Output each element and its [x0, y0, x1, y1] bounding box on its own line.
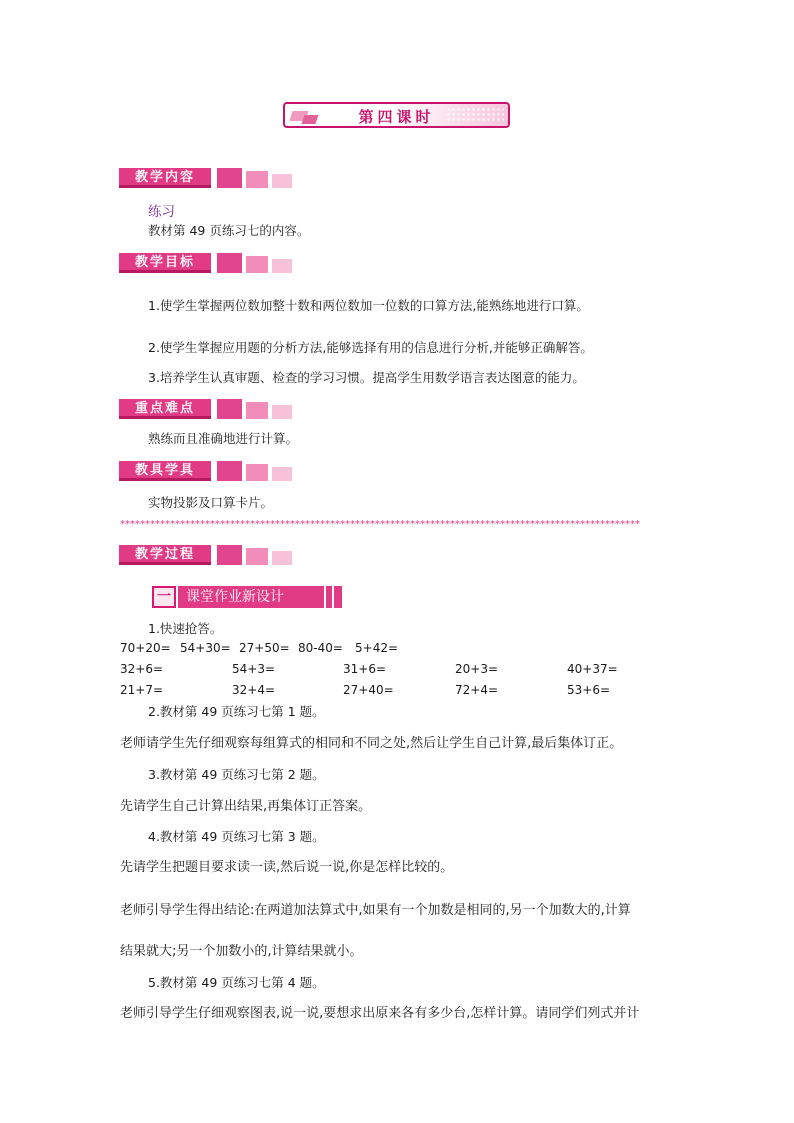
- section-label: 教学目标: [119, 253, 211, 273]
- goal-item: 2.使学生掌握应用题的分析方法,能够选择有用的信息进行分析,并能够正确解答。: [148, 340, 593, 355]
- teaching-note: 老师请学生先仔细观察每组算式的相同和不同之处,然后让学生自己计算,最后集体订正。: [120, 736, 623, 751]
- section-block: [217, 461, 242, 481]
- arithmetic-item: 54+30=: [180, 641, 231, 655]
- section-block: [272, 174, 292, 188]
- section-teaching-goals: [119, 253, 299, 273]
- arithmetic-item: 53+6=: [567, 683, 611, 697]
- star-separator: ********************************************************************************************************: [120, 520, 640, 530]
- teaching-note: 老师引导学生仔细观察图表,说一说,要想求出原来各有多少台,怎样计算。请同学们列式并计: [120, 1006, 640, 1021]
- lesson-title: 第四课时: [358, 108, 435, 126]
- arithmetic-item: 32+4=: [232, 683, 276, 697]
- content-subtitle: 练习: [148, 204, 175, 220]
- key-points-text: 熟练而且准确地进行计算。: [148, 431, 299, 446]
- arithmetic-item: 31+6=: [343, 662, 387, 676]
- exercise-title: 5.教材第 49 页练习七第 4 题。: [148, 975, 325, 990]
- section-block: [246, 464, 268, 481]
- teaching-note: 先请学生把题目要求读一读,然后说一说,你是怎样比较的。: [120, 860, 454, 875]
- exercise-title: 2.教材第 49 页练习七第 1 题。: [148, 704, 325, 719]
- arithmetic-item: 70+20=: [120, 641, 171, 655]
- heading-divider: [324, 586, 326, 608]
- section-block: [272, 467, 292, 481]
- section-label: 教学过程: [119, 545, 211, 565]
- arithmetic-item: 40+37=: [567, 662, 618, 676]
- section-block: [217, 545, 242, 565]
- section-block: [272, 259, 292, 273]
- section-teaching-process: [119, 545, 299, 565]
- arithmetic-item: 27+40=: [343, 683, 394, 697]
- section-block: [272, 405, 292, 419]
- teaching-note: 先请学生自己计算出结果,再集体订正答案。: [120, 799, 372, 814]
- goal-item: 3.培养学生认真审题、检查的学习习惯。提高学生用数学语言表达图意的能力。: [148, 370, 585, 385]
- section-block: [246, 402, 268, 419]
- teaching-note: 结果就大;另一个加数小的,计算结果就小。: [120, 944, 363, 959]
- arithmetic-item: 54+3=: [232, 662, 276, 676]
- exercise-title: 4.教材第 49 页练习七第 3 题。: [148, 829, 325, 844]
- section-block: [217, 253, 242, 273]
- content-text: 教材第 49 页练习七的内容。: [148, 223, 310, 238]
- section-label: 教学内容: [119, 168, 211, 188]
- section-block: [217, 399, 242, 419]
- arithmetic-item: 80-40=: [298, 641, 343, 655]
- activity-number: 一: [152, 586, 176, 608]
- section-teaching-tools: [119, 461, 299, 481]
- heading-divider: [332, 586, 334, 608]
- section-block: [246, 548, 268, 565]
- exercise-title: 3.教材第 49 页练习七第 2 题。: [148, 767, 325, 782]
- activity-name: 课堂作业新设计: [178, 586, 342, 608]
- arithmetic-item: 27+50=: [239, 641, 290, 655]
- activity-heading: [152, 586, 342, 608]
- arithmetic-item: 20+3=: [455, 662, 499, 676]
- goal-item: 1.使学生掌握两位数加整十数和两位数加一位数的口算方法,能熟练地进行口算。: [148, 298, 589, 313]
- section-key-points: [119, 399, 299, 419]
- exercise-title: 1.快速抢答。: [148, 621, 223, 636]
- section-block: [272, 551, 292, 565]
- section-label: 教具学具: [119, 461, 211, 481]
- tools-text: 实物投影及口算卡片。: [148, 495, 274, 510]
- arithmetic-item: 32+6=: [120, 662, 164, 676]
- section-label: 重点难点: [119, 399, 211, 419]
- section-teaching-content: [119, 168, 299, 188]
- teaching-note: 老师引导学生得出结论:在两道加法算式中,如果有一个加数是相同的,另一个加数大的,计算: [120, 903, 631, 918]
- arithmetic-item: 72+4=: [455, 683, 499, 697]
- section-block: [217, 168, 242, 188]
- lesson-banner: [283, 102, 510, 128]
- section-block: [246, 256, 268, 273]
- arithmetic-item: 5+42=: [355, 641, 399, 655]
- section-block: [246, 171, 268, 188]
- arithmetic-item: 21+7=: [120, 683, 164, 697]
